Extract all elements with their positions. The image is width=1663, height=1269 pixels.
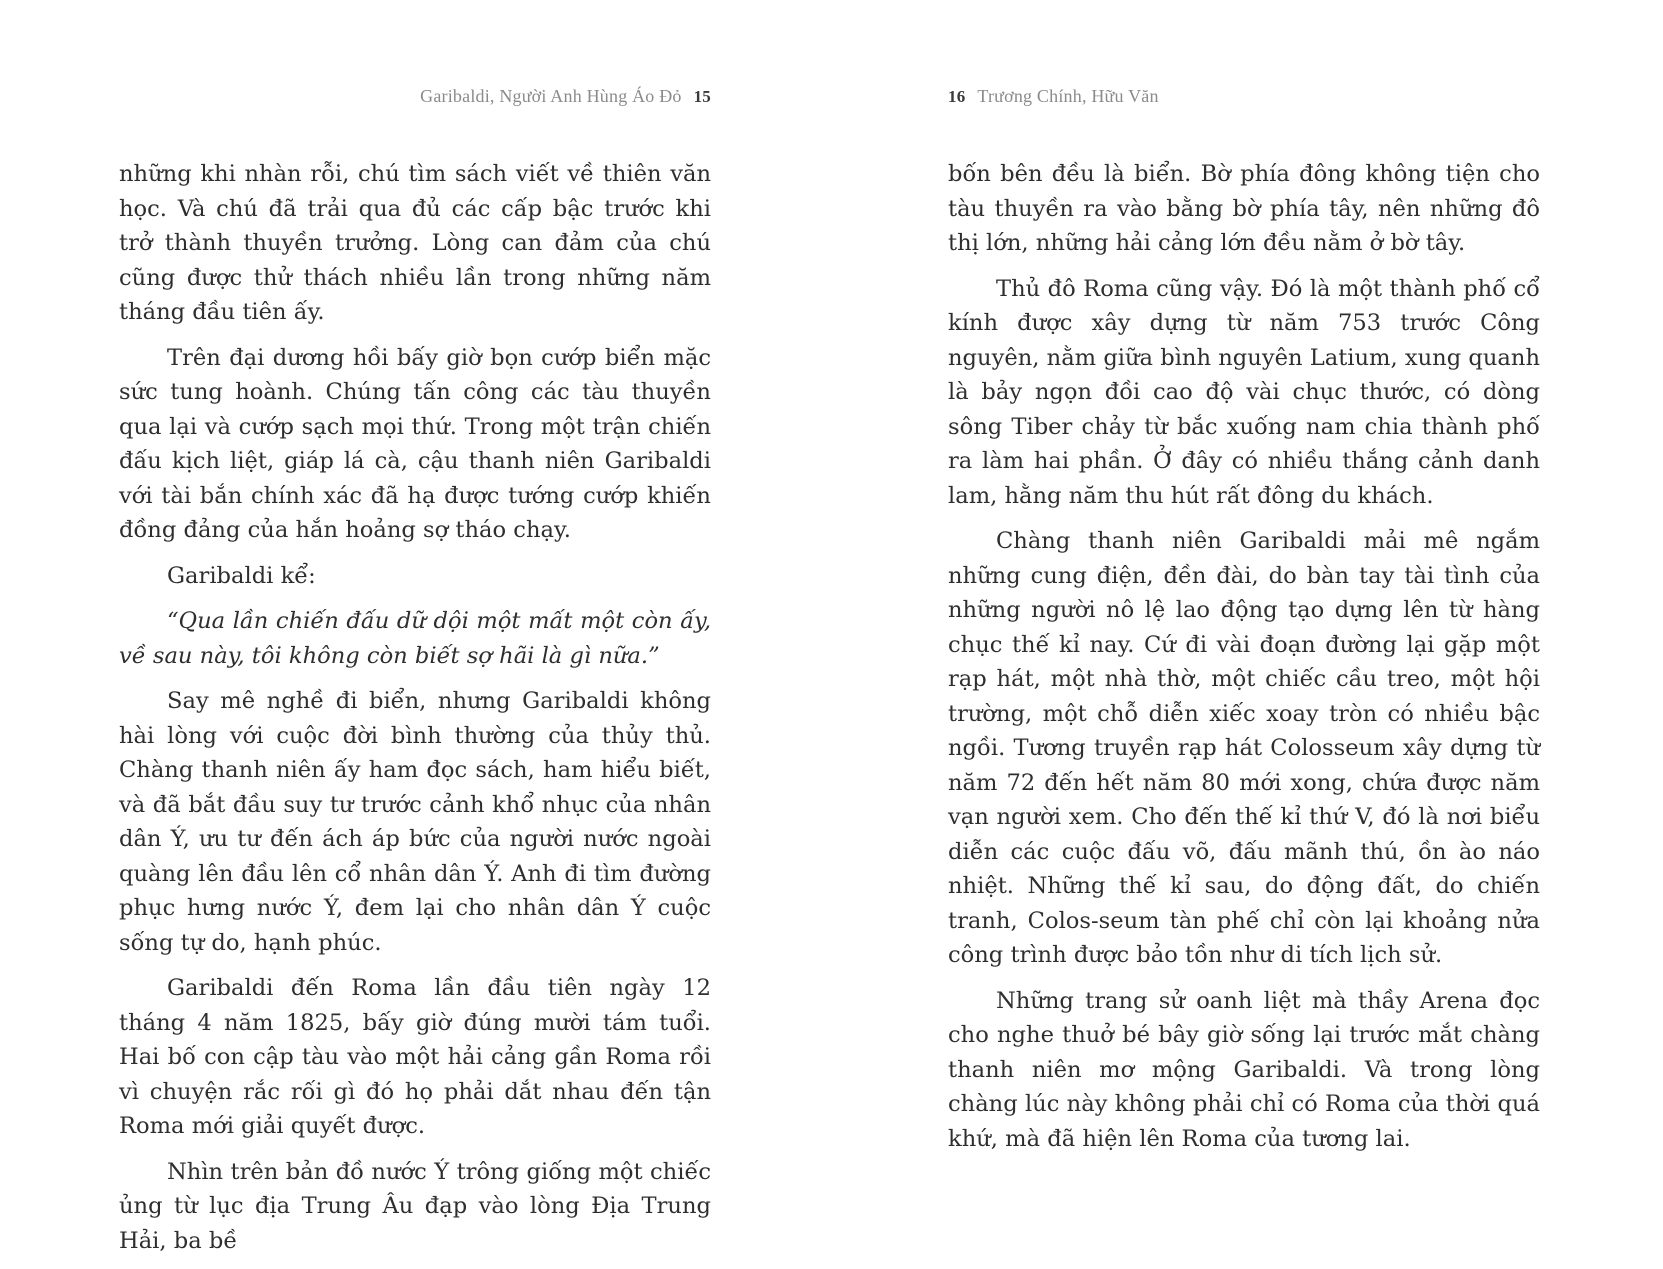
left-page [119,0,711,1254]
paragraph: Garibaldi đến Roma lần đầu tiên ngày 12 tháng 4 năm 1825, bấy giờ đúng mười tám tuổi. Hai bố con cập tàu vào một hải cảng gần Roma rồi vì chuyện rắc rối gì đó họ phải dắt nhau đến tận Roma mới giải quyết được. [119,975,711,1139]
right-running-header [948,86,1540,107]
paragraph: Trên đại dương hồi bấy giờ bọn cướp biển mặc sức tung hoành. Chúng tấn công các tàu thuyền qua lại và cướp sạch mọi thứ. Trong một trận chiến đấu kịch liệt, giáp lá cà, cậu thanh niên Garibaldi với tài bắn chính xác đã hạ được tướng cướp khiến đồng đảng của hắn hoảng sợ tháo chạy. [119,344,711,543]
right-header-title: Trương Chính, Hữu Văn [977,86,1159,106]
right-page-number: 16 [948,87,966,106]
paragraph: Say mê nghề đi biển, nhưng Garibaldi không hài lòng với cuộc đời bình thường của thủy thủ. Chàng thanh niên ấy ham đọc sách, ham hiểu biết, và đã bắt đầu suy tư trước cảnh khổ nhục của nhân dân Ý, ưu tư đến ách áp bức của người nước ngoài quàng lên đầu lên cổ nhân dân Ý. Anh đi tìm đường phục hưng nước Ý, đem lại cho nhân dân Ý cuộc sống tự do, hạnh phúc. [119,688,711,956]
right-page [948,0,1540,1235]
right-body-text [948,157,1540,1167]
paragraph: Nhìn trên bản đồ nước Ý trông giống một chiếc ủng từ lục địa Trung Âu đạp vào lòng Địa Trung Hải, ba bề [119,1158,711,1254]
paragraph: Những trang sử oanh liệt mà thầy Arena đọc cho nghe thuở bé bây giờ sống lại trước mắt chàng thanh niên mơ mộng Garibaldi. Và trong lòng chàng lúc này không phải chỉ có Roma của thời quá khứ, mà đã hiện lên Roma của tương lai. [948,987,1540,1152]
paragraph: Chàng thanh niên Garibaldi mải mê ngắm những cung điện, đền đài, do bàn tay tài tình của những người nô lệ lao động tạo dựng lên từ hàng chục thế kỉ nay. Cứ đi vài đoạn đường lại gặp một rạp hát, một nhà thờ, một chiếc cầu treo, một hội trường, một chỗ diễn xiếc xoay tròn có nhiều bậc ngồi. Tương truyền rạp hát Colosseum xây dựng từ năm 72 đến hết năm 80 mới xong, chứa được năm vạn người xem. Cho đến thế kỉ thứ V, đó là nơi biểu diễn các cuộc đấu võ, đấu mãnh thú, ồn ào náo nhiệt. Những thế kỉ sau, do động đất, do chiến tranh, Colos-seum tàn phế chỉ còn lại khoảng nửa công trình được bảo tồn như di tích lịch sử. [948,528,1540,968]
paragraph: Thủ đô Roma cũng vậy. Đó là một thành phố cổ kính được xây dựng từ năm 753 trước Công nguyên, nằm giữa bình nguyên Latium, xung quanh là bảy ngọn đồi cao độ vài chục thước, có dòng sông Tiber chảy từ bắc xuống nam chia thành phố ra làm hai phần. Ở đây có nhiều thắng cảnh danh lam, hằng năm thu hút rất đông du khách. [948,275,1540,509]
left-body-text [119,157,711,1269]
paragraph: Garibaldi kể: [167,562,316,589]
quote-paragraph: “Qua lần chiến đấu dữ dội một mất một còn ấy, về sau này, tôi không còn biết sợ hãi là gì nữa.” [119,608,711,669]
paragraph: những khi nhàn rỗi, chú tìm sách viết về thiên văn học. Và chú đã trải qua đủ các cấp bậc trước khi trở thành thuyền trưởng. Lòng can đảm của chú cũng được thử thách nhiều lần trong những năm tháng đầu tiên ấy. [119,161,711,325]
left-page-number: 15 [693,87,711,106]
paragraph: bốn bên đều là biển. Bờ phía đông không tiện cho tàu thuyền ra vào bằng bờ phía tây, nên những đô thị lớn, những hải cảng lớn đều nằm ở bờ tây. [948,161,1540,256]
left-header-title: Garibaldi, Người Anh Hùng Áo Đỏ [420,86,682,106]
left-running-header [119,86,711,107]
